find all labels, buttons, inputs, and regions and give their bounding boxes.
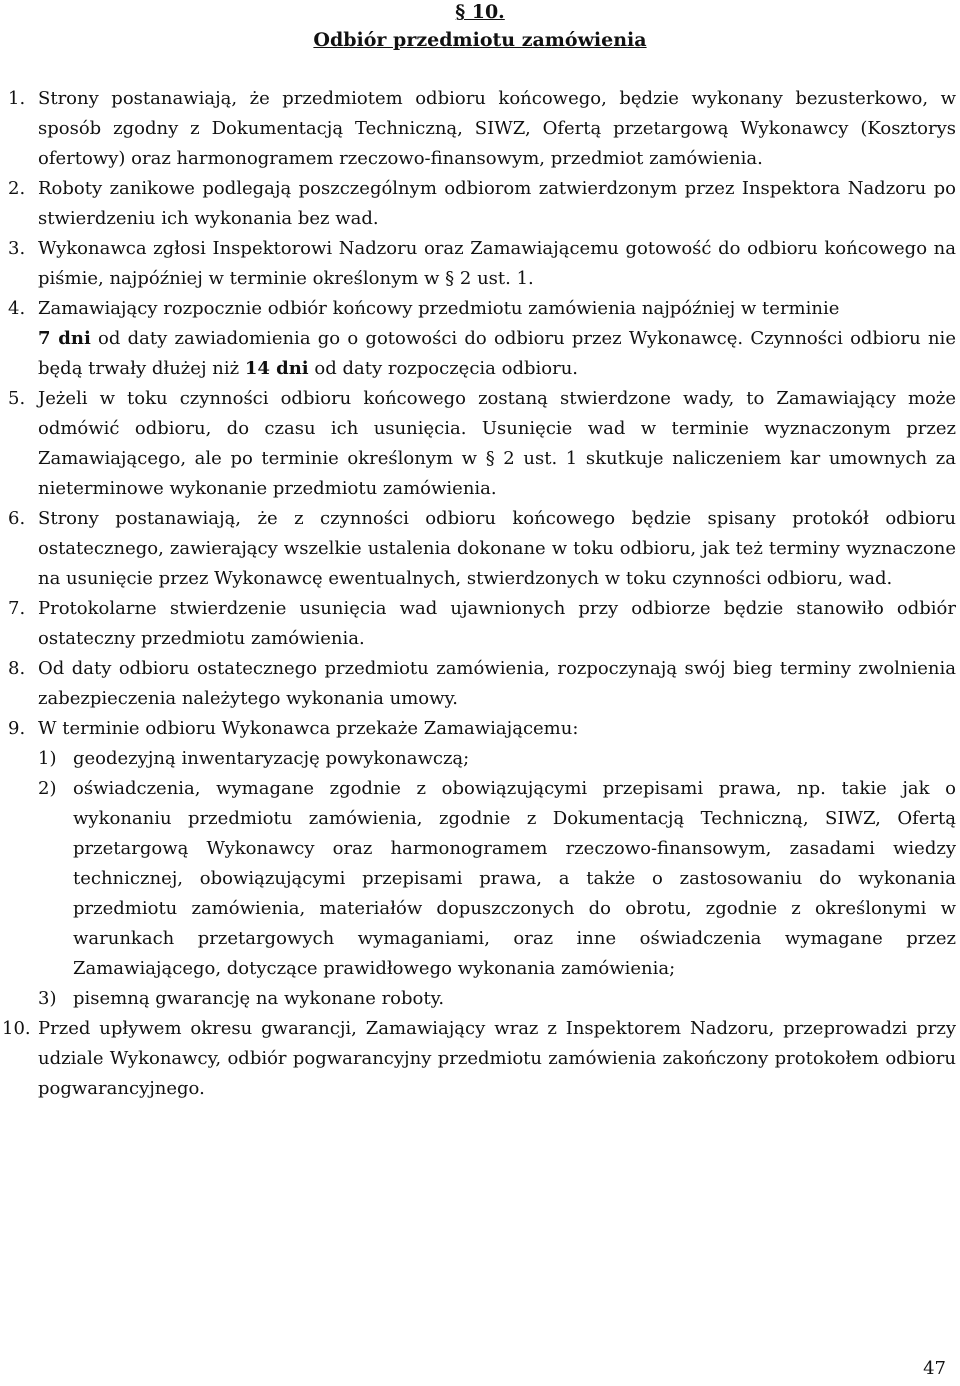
section-title: Odbiór przedmiotu zamówienia: [313, 29, 647, 51]
list-item: 7. Protokolarne stwierdzenie usunięcia wad ujawnionych przy odbiorze będzie stanowiło odbiór ostateczny przedmiotu zamówienia.: [8, 598, 956, 649]
list-item: 1. Strony postanawiają, że przedmiotem odbioru końcowego, będzie wykonany bezusterkowo, w sposób zgodny z Dokumentacją Techniczną, SIWZ, Ofertą przetargową Wykonawcy (Kosztorys ofertowy) oraz harmonogramem rzeczowo-finansowym, przedmiot zamówienia.: [8, 88, 956, 169]
list-item: 9. W terminie odbioru Wykonawca przekaże Zamawiającemu:: [8, 718, 579, 739]
list-item: 6. Strony postanawiają, że z czynności odbioru końcowego będzie spisany protokół odbioru ostatecznego, zawierający wszelkie ustalenia dokonane w toku odbioru, jak też terminy wyznaczone na usunięcie przez Wykonawcę ewentualnych, stwierdzonych w toku czynności odbioru, wad.: [8, 508, 956, 589]
list-item: 3. Wykonawca zgłosi Inspektorowi Nadzoru oraz Zamawiającemu gotowość do odbioru końcowego na piśmie, najpóźniej w terminie określonym w § 2 ust. 1.: [8, 238, 956, 289]
list-item: 2. Roboty zanikowe podlegają poszczególnym odbiorom zatwierdzonym przez Inspektora Nadzoru po stwierdzeniu ich wykonania bez wad.: [8, 178, 956, 229]
sub-list-item: 2) oświadczenia, wymagane zgodnie z obowiązującymi przepisami prawa, np. takie jak o wykonaniu przedmiotu zamówienia, zgodnie z Dokumentacją Techniczną, SIWZ, Ofertą przetargową Wykonawcy oraz harmonogramem rzeczowo-finansowym, zasadami wiedzy technicznej, obowiązującymi przepisami prawa, a także o zastosowaniu do wykonania przedmiotu zamówienia, materiałów dopuszczonych do obrotu, zgodnie z określonymi w warunkach przetargowych wymaganiami, oraz inne oświadczenia wymagane przez Zamawiającego, dotyczące prawidłowego wykonania zamówienia;: [38, 778, 956, 979]
list-item: 4. Zamawiający rozpocznie odbiór końcowy przedmiotu zamówienia najpóźniej w terminie 7 dni od daty zawiadomienia go o gotowości do odbioru przez Wykonawcę. Czynności odbioru nie będą trwały dłużej niż 14 dni od daty rozpoczęcia odbioru.: [8, 298, 956, 379]
page-number: 47: [923, 1358, 946, 1379]
document-body: [2, 84, 956, 1104]
sub-list-item: 3) pisemną gwarancję na wykonane roboty.: [38, 988, 445, 1009]
list-item: 8. Od daty odbioru ostatecznego przedmiotu zamówienia, rozpoczynają swój bieg terminy zwolnienia zabezpieczenia należytego wykonania umowy.: [8, 658, 956, 709]
sub-list-item: 1) geodezyjną inwentaryzację powykonawczą;: [38, 748, 470, 769]
list-item: 5. Jeżeli w toku czynności odbioru końcowego zostaną stwierdzone wady, to Zamawiający może odmówić odbioru, do czasu ich usunięcia. Usunięcie wad w terminie wyznaczonym przez Zamawiającego, ale po terminie określonym w § 2 ust. 1 skutkuje naliczeniem kar umownych za nieterminowe wykonanie przedmiotu zamówienia.: [8, 388, 956, 499]
section-number: § 10.: [455, 1, 505, 23]
list-item: 10. Przed upływem okresu gwarancji, Zamawiający wraz z Inspektorem Nadzoru, przeprowadzi przy udziale Wykonawcy, odbiór pogwarancyjny przedmiotu zamówienia zakończony protokołem odbioru pogwarancyjnego.: [2, 1018, 956, 1099]
